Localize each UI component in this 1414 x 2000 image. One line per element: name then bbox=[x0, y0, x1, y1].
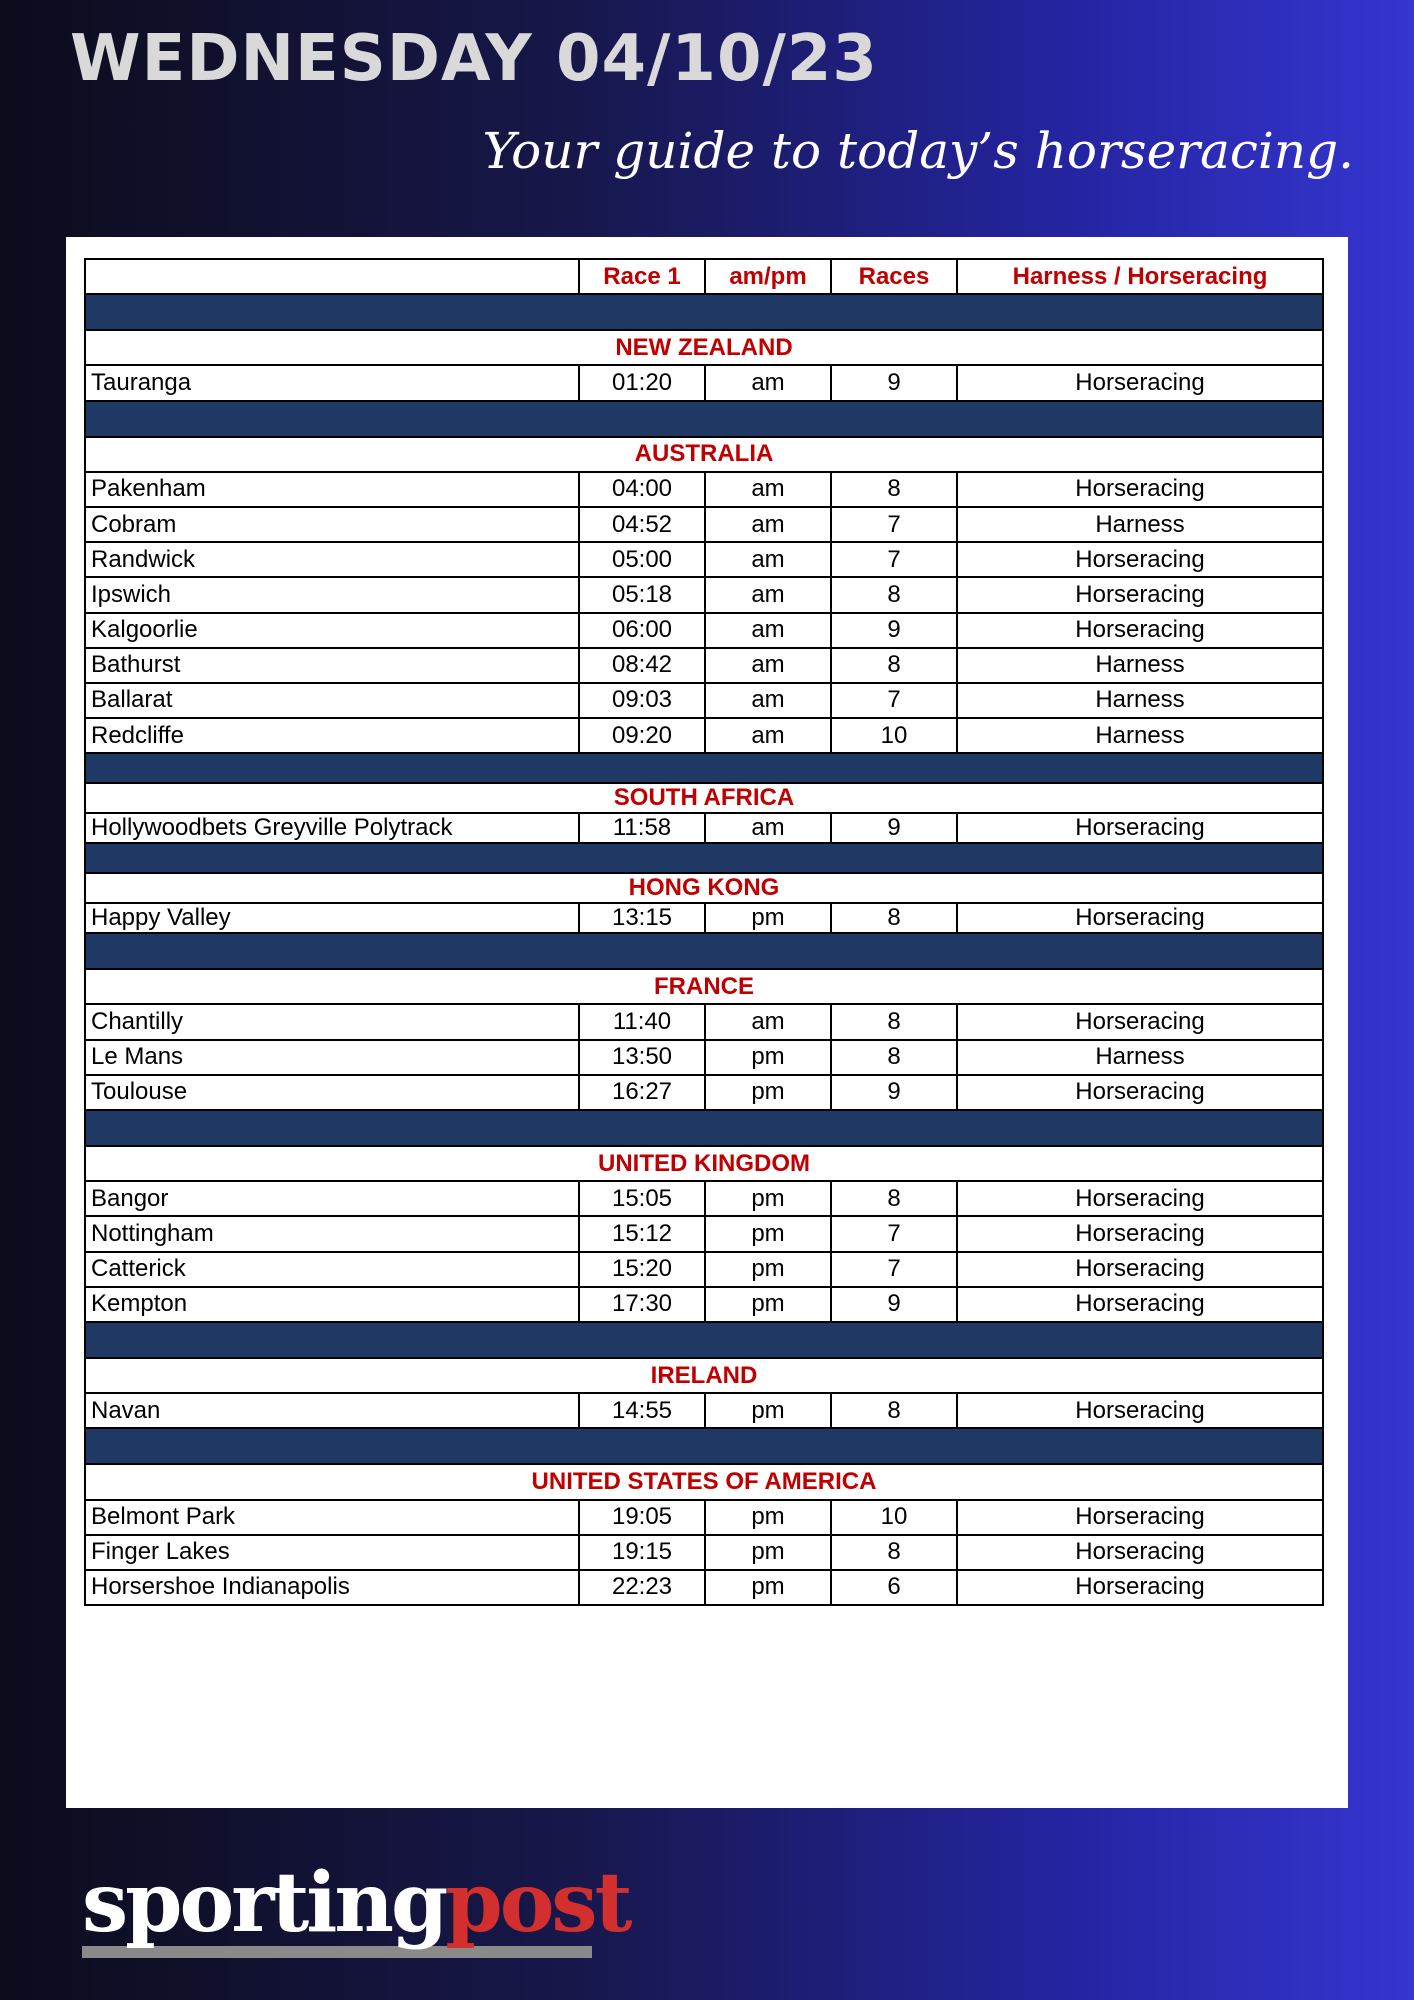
section-separator bbox=[85, 401, 1323, 437]
venue-cell: Toulouse bbox=[85, 1075, 579, 1110]
country-heading: HONG KONG bbox=[85, 873, 1323, 903]
race-type-cell: Horseracing bbox=[957, 1500, 1323, 1535]
venue-cell: Horsershoe Indianapolis bbox=[85, 1570, 579, 1605]
race1-time-cell: 17:30 bbox=[579, 1287, 705, 1322]
table-row bbox=[85, 1075, 1323, 1110]
race-type-cell: Horseracing bbox=[957, 1252, 1323, 1287]
race1-time-cell: 22:23 bbox=[579, 1570, 705, 1605]
race-type-cell: Horseracing bbox=[957, 1570, 1323, 1605]
venue-cell: Chantilly bbox=[85, 1004, 579, 1039]
separator-bar bbox=[85, 401, 1323, 437]
race1-time-cell: 15:05 bbox=[579, 1181, 705, 1216]
venue-cell: Navan bbox=[85, 1393, 579, 1428]
race1-time-cell: 13:50 bbox=[579, 1040, 705, 1075]
section-separator bbox=[85, 1428, 1323, 1464]
ampm-cell: am bbox=[705, 613, 831, 648]
separator-bar bbox=[85, 933, 1323, 969]
section-separator bbox=[85, 933, 1323, 969]
venue-cell: Catterick bbox=[85, 1252, 579, 1287]
table-row bbox=[85, 1004, 1323, 1039]
table-row bbox=[85, 507, 1323, 542]
venue-cell: Happy Valley bbox=[85, 903, 579, 933]
race1-time-cell: 19:05 bbox=[579, 1500, 705, 1535]
schedule-card bbox=[66, 237, 1348, 1808]
races-count-cell: 9 bbox=[831, 1075, 957, 1110]
venue-cell: Bangor bbox=[85, 1181, 579, 1216]
races-count-cell: 9 bbox=[831, 813, 957, 843]
ampm-cell: pm bbox=[705, 1216, 831, 1251]
races-count-cell: 8 bbox=[831, 1181, 957, 1216]
separator-bar bbox=[85, 1428, 1323, 1464]
table-row bbox=[85, 1570, 1323, 1605]
races-count-cell: 8 bbox=[831, 1004, 957, 1039]
table-row bbox=[85, 1500, 1323, 1535]
table-row bbox=[85, 1181, 1323, 1216]
country-heading-row bbox=[85, 437, 1323, 472]
ampm-cell: am bbox=[705, 472, 831, 507]
ampm-cell: am bbox=[705, 365, 831, 400]
races-count-cell: 7 bbox=[831, 1252, 957, 1287]
venue-cell: Finger Lakes bbox=[85, 1535, 579, 1570]
races-count-cell: 7 bbox=[831, 507, 957, 542]
race1-time-cell: 09:20 bbox=[579, 718, 705, 753]
separator-bar bbox=[85, 753, 1323, 783]
ampm-cell: pm bbox=[705, 1500, 831, 1535]
table-row bbox=[85, 1535, 1323, 1570]
venue-cell: Pakenham bbox=[85, 472, 579, 507]
country-heading-row bbox=[85, 1146, 1323, 1181]
section-separator bbox=[85, 753, 1323, 783]
race1-time-cell: 04:00 bbox=[579, 472, 705, 507]
country-heading-row bbox=[85, 330, 1323, 365]
table-row bbox=[85, 1040, 1323, 1075]
races-count-cell: 9 bbox=[831, 1287, 957, 1322]
ampm-cell: am bbox=[705, 577, 831, 612]
ampm-cell: am bbox=[705, 813, 831, 843]
venue-cell: Kalgoorlie bbox=[85, 613, 579, 648]
race1-time-cell: 11:58 bbox=[579, 813, 705, 843]
race-type-cell: Horseracing bbox=[957, 1216, 1323, 1251]
country-heading: SOUTH AFRICA bbox=[85, 783, 1323, 813]
race1-time-cell: 16:27 bbox=[579, 1075, 705, 1110]
race-type-cell: Harness bbox=[957, 1040, 1323, 1075]
country-heading: FRANCE bbox=[85, 969, 1323, 1004]
ampm-cell: am bbox=[705, 507, 831, 542]
race-type-cell: Harness bbox=[957, 683, 1323, 718]
page-title: WEDNESDAY 04/10/23 bbox=[70, 22, 878, 96]
races-count-cell: 8 bbox=[831, 577, 957, 612]
race-type-cell: Horseracing bbox=[957, 1287, 1323, 1322]
race-type-cell: Horseracing bbox=[957, 613, 1323, 648]
race1-time-cell: 13:15 bbox=[579, 903, 705, 933]
table-row bbox=[85, 542, 1323, 577]
race-type-cell: Horseracing bbox=[957, 542, 1323, 577]
header-ampm: am/pm bbox=[705, 259, 831, 294]
race1-time-cell: 05:00 bbox=[579, 542, 705, 577]
separator-bar bbox=[85, 843, 1323, 873]
table-row bbox=[85, 813, 1323, 843]
country-heading-row bbox=[85, 1464, 1323, 1499]
header-venue bbox=[85, 259, 579, 294]
country-heading: IRELAND bbox=[85, 1358, 1323, 1393]
table-header-row bbox=[85, 259, 1323, 294]
header-type: Harness / Horseracing bbox=[957, 259, 1323, 294]
separator-bar bbox=[85, 1110, 1323, 1146]
venue-cell: Tauranga bbox=[85, 365, 579, 400]
race1-time-cell: 15:12 bbox=[579, 1216, 705, 1251]
section-separator bbox=[85, 1322, 1323, 1358]
logo-post-text: post bbox=[445, 1855, 630, 1951]
separator-bar bbox=[85, 294, 1323, 330]
ampm-cell: pm bbox=[705, 1287, 831, 1322]
ampm-cell: pm bbox=[705, 1252, 831, 1287]
table-row bbox=[85, 365, 1323, 400]
race-type-cell: Horseracing bbox=[957, 472, 1323, 507]
section-separator bbox=[85, 843, 1323, 873]
race-type-cell: Harness bbox=[957, 718, 1323, 753]
table-row bbox=[85, 1393, 1323, 1428]
races-count-cell: 10 bbox=[831, 1500, 957, 1535]
logo-sporting-text: sporting bbox=[82, 1855, 446, 1951]
races-count-cell: 8 bbox=[831, 1535, 957, 1570]
race-type-cell: Horseracing bbox=[957, 1393, 1323, 1428]
race-type-cell: Horseracing bbox=[957, 1181, 1323, 1216]
races-count-cell: 10 bbox=[831, 718, 957, 753]
venue-cell: Nottingham bbox=[85, 1216, 579, 1251]
venue-cell: Kempton bbox=[85, 1287, 579, 1322]
races-count-cell: 7 bbox=[831, 1216, 957, 1251]
ampm-cell: pm bbox=[705, 1535, 831, 1570]
race-schedule-table bbox=[84, 258, 1324, 1606]
race1-time-cell: 14:55 bbox=[579, 1393, 705, 1428]
ampm-cell: am bbox=[705, 648, 831, 683]
table-row bbox=[85, 903, 1323, 933]
header-race1: Race 1 bbox=[579, 259, 705, 294]
race-type-cell: Horseracing bbox=[957, 365, 1323, 400]
separator-bar bbox=[85, 1322, 1323, 1358]
race1-time-cell: 05:18 bbox=[579, 577, 705, 612]
race1-time-cell: 15:20 bbox=[579, 1252, 705, 1287]
venue-cell: Redcliffe bbox=[85, 718, 579, 753]
race1-time-cell: 09:03 bbox=[579, 683, 705, 718]
ampm-cell: pm bbox=[705, 903, 831, 933]
races-count-cell: 8 bbox=[831, 1040, 957, 1075]
races-count-cell: 7 bbox=[831, 542, 957, 577]
section-separator bbox=[85, 294, 1323, 330]
ampm-cell: am bbox=[705, 1004, 831, 1039]
races-count-cell: 8 bbox=[831, 648, 957, 683]
race-type-cell: Harness bbox=[957, 648, 1323, 683]
race-type-cell: Harness bbox=[957, 507, 1323, 542]
ampm-cell: pm bbox=[705, 1570, 831, 1605]
races-count-cell: 8 bbox=[831, 1393, 957, 1428]
race-type-cell: Horseracing bbox=[957, 1075, 1323, 1110]
venue-cell: Bathurst bbox=[85, 648, 579, 683]
ampm-cell: pm bbox=[705, 1075, 831, 1110]
section-separator bbox=[85, 1110, 1323, 1146]
venue-cell: Hollywoodbets Greyville Polytrack bbox=[85, 813, 579, 843]
races-count-cell: 9 bbox=[831, 613, 957, 648]
country-heading-row bbox=[85, 873, 1323, 903]
venue-cell: Ipswich bbox=[85, 577, 579, 612]
race-type-cell: Horseracing bbox=[957, 813, 1323, 843]
races-count-cell: 7 bbox=[831, 683, 957, 718]
ampm-cell: pm bbox=[705, 1040, 831, 1075]
ampm-cell: am bbox=[705, 683, 831, 718]
country-heading: UNITED KINGDOM bbox=[85, 1146, 1323, 1181]
race-type-cell: Horseracing bbox=[957, 1004, 1323, 1039]
header-races: Races bbox=[831, 259, 957, 294]
venue-cell: Cobram bbox=[85, 507, 579, 542]
ampm-cell: pm bbox=[705, 1393, 831, 1428]
table-row bbox=[85, 577, 1323, 612]
country-heading-row bbox=[85, 969, 1323, 1004]
race-type-cell: Horseracing bbox=[957, 577, 1323, 612]
race1-time-cell: 11:40 bbox=[579, 1004, 705, 1039]
ampm-cell: am bbox=[705, 542, 831, 577]
table-row bbox=[85, 1216, 1323, 1251]
sportingpost-logo bbox=[82, 1855, 630, 1968]
table-row bbox=[85, 1252, 1323, 1287]
race1-time-cell: 01:20 bbox=[579, 365, 705, 400]
race1-time-cell: 06:00 bbox=[579, 613, 705, 648]
table-row bbox=[85, 472, 1323, 507]
table-row bbox=[85, 648, 1323, 683]
ampm-cell: am bbox=[705, 718, 831, 753]
venue-cell: Randwick bbox=[85, 542, 579, 577]
races-count-cell: 9 bbox=[831, 365, 957, 400]
races-count-cell: 8 bbox=[831, 472, 957, 507]
country-heading: UNITED STATES OF AMERICA bbox=[85, 1464, 1323, 1499]
country-heading-row bbox=[85, 783, 1323, 813]
ampm-cell: pm bbox=[705, 1181, 831, 1216]
race1-time-cell: 04:52 bbox=[579, 507, 705, 542]
race1-time-cell: 19:15 bbox=[579, 1535, 705, 1570]
logo-wordmark bbox=[82, 1855, 630, 1951]
venue-cell: Le Mans bbox=[85, 1040, 579, 1075]
tagline: Your guide to today’s horseracing. bbox=[482, 122, 1354, 180]
race1-time-cell: 08:42 bbox=[579, 648, 705, 683]
table-row bbox=[85, 613, 1323, 648]
table-row bbox=[85, 1287, 1323, 1322]
table-row bbox=[85, 718, 1323, 753]
race-type-cell: Horseracing bbox=[957, 1535, 1323, 1570]
venue-cell: Ballarat bbox=[85, 683, 579, 718]
country-heading: NEW ZEALAND bbox=[85, 330, 1323, 365]
table-row bbox=[85, 683, 1323, 718]
race-type-cell: Horseracing bbox=[957, 903, 1323, 933]
races-count-cell: 8 bbox=[831, 903, 957, 933]
races-count-cell: 6 bbox=[831, 1570, 957, 1605]
country-heading-row bbox=[85, 1358, 1323, 1393]
country-heading: AUSTRALIA bbox=[85, 437, 1323, 472]
venue-cell: Belmont Park bbox=[85, 1500, 579, 1535]
